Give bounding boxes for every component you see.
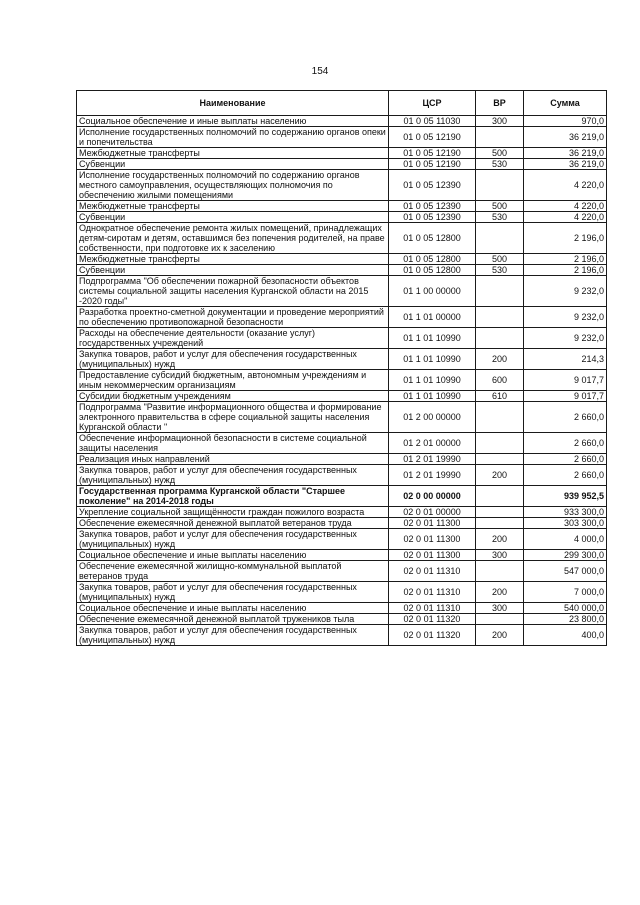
row-sum-cell: 2 660,0 [524,454,607,465]
row-vr-cell: 200 [476,582,524,603]
row-vr-cell [476,614,524,625]
row-csr-cell: 01 1 01 00000 [389,307,476,328]
row-sum-cell: 540 000,0 [524,603,607,614]
row-name-cell: Закупка товаров, работ и услуг для обеспечения государственных (муниципальных) нужд [77,625,389,646]
row-vr-cell: 300 [476,603,524,614]
table-row [77,170,607,201]
row-name-cell: Межбюджетные трансферты [77,254,389,265]
row-sum-cell: 23 800,0 [524,614,607,625]
row-csr-cell: 01 2 00 00000 [389,402,476,433]
row-csr-cell: 01 0 05 12390 [389,201,476,212]
table-row [77,349,607,370]
table-row [77,603,607,614]
row-name-cell: Закупка товаров, работ и услуг для обеспечения государственных (муниципальных) нужд [77,349,389,370]
row-csr-cell: 01 0 05 12800 [389,254,476,265]
row-name-cell: Межбюджетные трансферты [77,201,389,212]
row-vr-cell: 530 [476,265,524,276]
table-row [77,212,607,223]
header-vr: ВР [476,91,524,116]
row-csr-cell: 01 0 05 12800 [389,265,476,276]
row-vr-cell [476,276,524,307]
row-csr-cell: 02 0 01 11310 [389,561,476,582]
row-vr-cell: 530 [476,159,524,170]
row-csr-cell: 01 0 05 12800 [389,223,476,254]
row-csr-cell: 02 0 01 11300 [389,550,476,561]
row-name-cell: Социальное обеспечение и иные выплаты населению [77,550,389,561]
table-row [77,507,607,518]
row-vr-cell: 610 [476,391,524,402]
table-row [77,370,607,391]
row-vr-cell: 200 [476,465,524,486]
row-csr-cell: 01 0 05 12190 [389,127,476,148]
row-csr-cell: 02 0 01 11320 [389,625,476,646]
table-row [77,402,607,433]
table-row [77,328,607,349]
row-vr-cell [476,170,524,201]
row-vr-cell [476,507,524,518]
row-sum-cell: 9 017,7 [524,391,607,402]
table-row [77,550,607,561]
row-name-cell: Исполнение государственных полномочий по содержанию органов опеки и попечительства [77,127,389,148]
row-name-cell: Субвенции [77,212,389,223]
row-sum-cell: 9 017,7 [524,370,607,391]
table-row [77,148,607,159]
row-name-cell: Субвенции [77,265,389,276]
table-row [77,159,607,170]
row-name-cell: Расходы на обеспечение деятельности (оказание услуг) государственных учреждений [77,328,389,349]
row-csr-cell: 02 0 01 11300 [389,518,476,529]
table-row [77,391,607,402]
row-vr-cell: 500 [476,254,524,265]
table-row [77,265,607,276]
row-name-cell: Социальное обеспечение и иные выплаты населению [77,603,389,614]
row-csr-cell: 01 2 01 00000 [389,433,476,454]
row-vr-cell: 200 [476,529,524,550]
row-vr-cell: 500 [476,201,524,212]
row-sum-cell: 2 196,0 [524,265,607,276]
table-row [77,465,607,486]
row-sum-cell: 2 196,0 [524,254,607,265]
row-sum-cell: 303 300,0 [524,518,607,529]
row-vr-cell [476,486,524,507]
table-row [77,254,607,265]
row-name-cell: Субвенции [77,159,389,170]
table-row [77,433,607,454]
row-sum-cell: 2 660,0 [524,402,607,433]
row-name-cell: Подпрограмма "Развитие информационного общества и формирование электронного правительства в сфере социальной защиты населения Курганской области " [77,402,389,433]
row-sum-cell: 4 220,0 [524,201,607,212]
row-csr-cell: 02 0 00 00000 [389,486,476,507]
row-csr-cell: 02 0 01 11310 [389,603,476,614]
row-sum-cell: 4 000,0 [524,529,607,550]
header-sum: Сумма [524,91,607,116]
row-vr-cell: 500 [476,148,524,159]
row-vr-cell [476,127,524,148]
table-body [77,116,607,646]
table-row [77,223,607,254]
table-header-row [77,91,607,116]
row-csr-cell: 01 0 05 11030 [389,116,476,127]
row-sum-cell: 4 220,0 [524,170,607,201]
row-sum-cell: 2 660,0 [524,433,607,454]
table-row [77,486,607,507]
row-vr-cell: 200 [476,625,524,646]
row-csr-cell: 01 1 01 10990 [389,391,476,402]
table-row [77,625,607,646]
row-csr-cell: 02 0 01 11310 [389,582,476,603]
row-name-cell: Реализация иных направлений [77,454,389,465]
row-sum-cell: 7 000,0 [524,582,607,603]
row-sum-cell: 939 952,5 [524,486,607,507]
table-row [77,127,607,148]
row-vr-cell [476,402,524,433]
row-sum-cell: 9 232,0 [524,328,607,349]
row-vr-cell [476,433,524,454]
row-sum-cell: 933 300,0 [524,507,607,518]
table-row [77,276,607,307]
row-csr-cell: 01 2 01 19990 [389,465,476,486]
row-sum-cell: 36 219,0 [524,159,607,170]
row-vr-cell [476,328,524,349]
header-name: Наименование [77,91,389,116]
header-csr: ЦСР [389,91,476,116]
row-name-cell: Разработка проектно-сметной документации и проведение мероприятий по обеспечению противопожарной безопасности [77,307,389,328]
row-name-cell: Обеспечение информационной безопасности в системе социальной защиты населения [77,433,389,454]
row-name-cell: Государственная программа Курганской области "Старшее поколение" на 2014-2018 годы [77,486,389,507]
table-row [77,614,607,625]
row-csr-cell: 01 1 01 10990 [389,328,476,349]
row-sum-cell: 299 300,0 [524,550,607,561]
row-name-cell: Межбюджетные трансферты [77,148,389,159]
table-row [77,561,607,582]
row-csr-cell: 01 1 00 00000 [389,276,476,307]
row-sum-cell: 36 219,0 [524,127,607,148]
row-sum-cell: 9 232,0 [524,307,607,328]
row-sum-cell: 214,3 [524,349,607,370]
row-vr-cell: 530 [476,212,524,223]
row-vr-cell [476,307,524,328]
row-sum-cell: 547 000,0 [524,561,607,582]
row-name-cell: Предоставление субсидий бюджетным, автономным учреждениям и иным некоммерческим организациям [77,370,389,391]
table-row [77,518,607,529]
row-name-cell: Обеспечение ежемесячной денежной выплатой ветеранов труда [77,518,389,529]
row-csr-cell: 01 2 01 19990 [389,454,476,465]
row-vr-cell: 600 [476,370,524,391]
row-name-cell: Закупка товаров, работ и услуг для обеспечения государственных (муниципальных) нужд [77,582,389,603]
row-vr-cell [476,454,524,465]
row-vr-cell: 300 [476,116,524,127]
row-sum-cell: 970,0 [524,116,607,127]
row-name-cell: Закупка товаров, работ и услуг для обеспечения государственных (муниципальных) нужд [77,465,389,486]
row-name-cell: Подпрограмма "Об обеспечении пожарной безопасности объектов системы социальной защиты населения Курганской области на 2015 -2020 годы" [77,276,389,307]
row-sum-cell: 400,0 [524,625,607,646]
row-name-cell: Однократное обеспечение ремонта жилых помещений, принадлежащих детям-сиротам и детям, оставшимся без попечения родителей, на праве собственности, при подготовке их к заселению [77,223,389,254]
row-name-cell: Социальное обеспечение и иные выплаты населению [77,116,389,127]
table-row [77,582,607,603]
row-csr-cell: 02 0 01 11320 [389,614,476,625]
row-csr-cell: 01 0 05 12190 [389,159,476,170]
row-name-cell: Обеспечение ежемесячной денежной выплатой тружеников тыла [77,614,389,625]
row-vr-cell [476,223,524,254]
budget-table [76,90,607,646]
row-csr-cell: 02 0 01 11300 [389,529,476,550]
row-csr-cell: 01 1 01 10990 [389,349,476,370]
row-sum-cell: 2 660,0 [524,465,607,486]
row-csr-cell: 01 0 05 12390 [389,170,476,201]
table-row [77,116,607,127]
row-name-cell: Исполнение государственных полномочий по содержанию органов местного самоуправления, осуществляющих полномочия по обеспечению жилыми помещениями [77,170,389,201]
table-row [77,201,607,212]
row-vr-cell: 300 [476,550,524,561]
table-row [77,529,607,550]
page-number: 154 [311,66,329,77]
row-sum-cell: 4 220,0 [524,212,607,223]
row-csr-cell: 01 0 05 12390 [389,212,476,223]
row-vr-cell [476,561,524,582]
row-name-cell: Субсидии бюджетным учреждениям [77,391,389,402]
row-name-cell: Укрепление социальной защищённости граждан пожилого возраста [77,507,389,518]
row-csr-cell: 01 1 01 10990 [389,370,476,391]
table-row [77,307,607,328]
row-sum-cell: 36 219,0 [524,148,607,159]
table-row [77,454,607,465]
row-csr-cell: 02 0 01 00000 [389,507,476,518]
row-csr-cell: 01 0 05 12190 [389,148,476,159]
row-sum-cell: 9 232,0 [524,276,607,307]
row-name-cell: Закупка товаров, работ и услуг для обеспечения государственных (муниципальных) нужд [77,529,389,550]
row-vr-cell: 200 [476,349,524,370]
row-sum-cell: 2 196,0 [524,223,607,254]
row-vr-cell [476,518,524,529]
row-name-cell: Обеспечение ежемесячной жилищно-коммунальной выплатой ветеранов труда [77,561,389,582]
